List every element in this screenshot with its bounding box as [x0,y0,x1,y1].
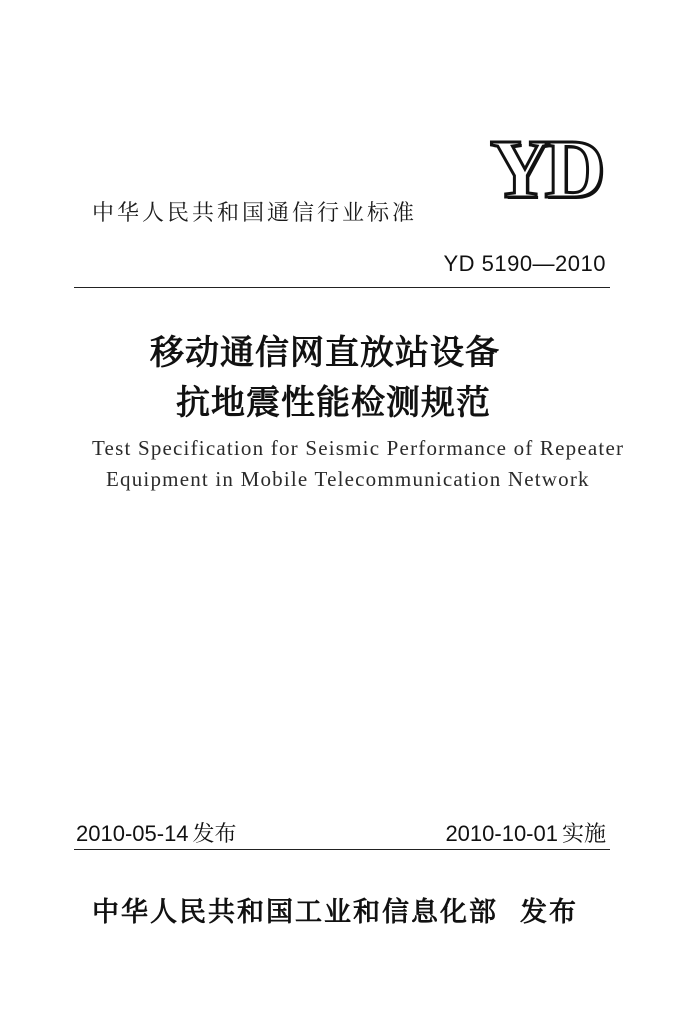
title-en-line1: Test Specification for Seismic Performance of Repeater [92,436,625,460]
standard-code: YD 5190—2010 [443,251,606,276]
title-cn-line2: 抗地震性能检测规范 [176,383,491,423]
implementation-date: 2010-10-01 [445,821,558,846]
implementation-label: 实施 [561,822,606,847]
bottom-divider [74,849,610,850]
issuing-action: 发布 [520,897,578,928]
implementation-date-line [445,817,606,848]
top-divider [74,287,610,288]
title-en-line2: Equipment in Mobile Telecommunication Network [106,467,590,491]
issuing-authority-line [92,890,578,929]
issue-date-line [76,817,237,848]
title-cn-line1: 移动通信网直放站设备 [150,333,500,373]
standard-category: 中华人民共和国通信行业标准 [92,201,418,226]
issuing-authority: 中华人民共和国工业和信息化部 [92,897,498,928]
issue-label: 发布 [192,822,237,847]
yd-logo: YD [490,123,600,216]
issue-date: 2010-05-14 [76,821,189,846]
